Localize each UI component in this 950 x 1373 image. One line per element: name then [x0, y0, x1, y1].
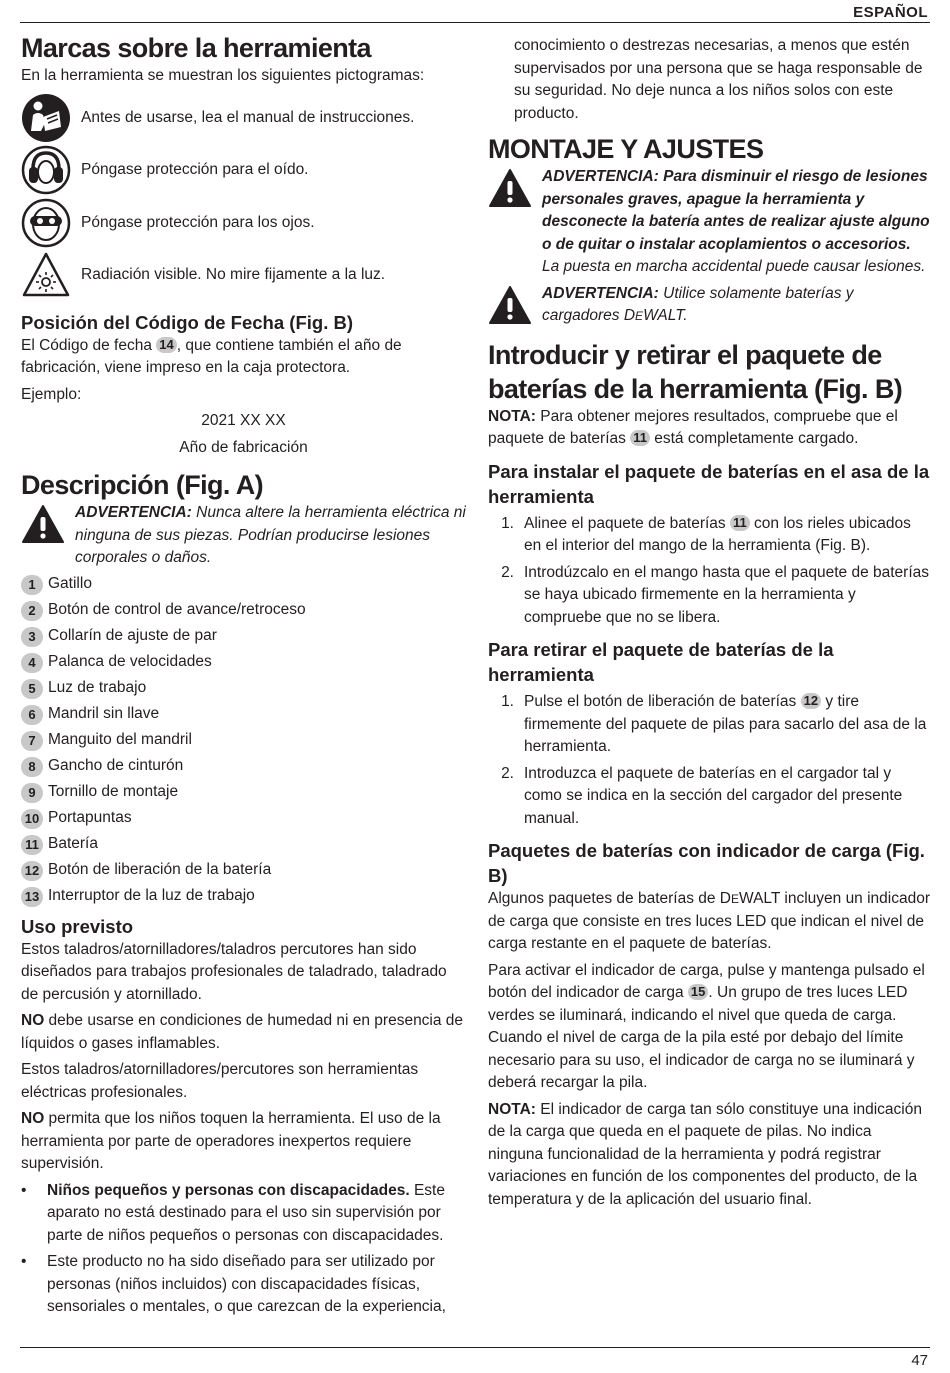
desc-warning: [21, 502, 466, 570]
part-number-badge: 5: [21, 679, 43, 699]
date-code-title: Posición del Código de Fecha (Fig. B): [21, 311, 353, 333]
parts-list-item: [21, 598, 466, 624]
ind-p2: [488, 960, 930, 1095]
part-number-badge: 9: [21, 783, 43, 803]
pictogram-text: Radiación visible. No mire fijamente a la luz.: [81, 266, 386, 283]
retirar-steps: [488, 691, 930, 830]
right-column: [488, 35, 930, 1211]
warning2-small-caps: E: [635, 309, 644, 323]
step-text-b: con los rieles ubicados en el interior del mango de la herramienta (Fig. B).: [524, 514, 911, 554]
nota1-text-a: Para obtener mejores resultados, compruebe que el paquete de baterías: [488, 407, 898, 447]
instalar-steps: [488, 513, 930, 630]
callout-badge: 12: [801, 693, 821, 709]
parts-list-item: [21, 728, 466, 754]
ind-p1-small-caps: E: [731, 892, 740, 906]
step-text: [514, 763, 930, 831]
uso-title: Uso previsto: [21, 915, 134, 937]
left-column: [21, 32, 466, 1319]
step-item: [488, 691, 930, 759]
retirar-title: Para retirar el paquete de baterías de la herramienta: [488, 639, 834, 685]
montaje-warning-1: [488, 166, 930, 279]
pictogram-row: [21, 249, 466, 302]
callout-badge: 15: [688, 984, 708, 1000]
uso-p4: [21, 1108, 466, 1176]
bullet-dot: •: [21, 1253, 27, 1270]
date-code-text: [21, 335, 466, 380]
part-label: Batería: [48, 835, 98, 853]
warning-icon: [488, 285, 532, 325]
warning2-text: [542, 283, 930, 328]
step-item: [488, 513, 930, 558]
part-number-badge: 3: [21, 627, 43, 647]
introducir-title: Introducir y retirar el paquete de baterías de la herramienta (Fig. B): [488, 339, 903, 404]
part-label: Botón de liberación de la batería: [48, 861, 272, 879]
part-number-badge: 1: [21, 575, 43, 595]
part-number-badge: 12: [21, 861, 43, 881]
pictogram-text: Antes de usarse, lea el manual de instrucciones.: [81, 108, 415, 126]
parts-list: [21, 572, 466, 910]
uso-p4-bold: NO: [21, 1110, 45, 1127]
step-text-a: Pulse el botón de liberación de baterías: [524, 693, 801, 710]
ear-protection-icon: [21, 145, 71, 195]
montaje-warning-2: [488, 283, 930, 328]
warning1-body: La puesta en marcha accidental puede causar lesiones.: [542, 258, 926, 275]
bullet1-bold: Niños pequeños y personas con discapacidades.: [47, 1181, 410, 1199]
desc-warning-text: [75, 502, 466, 570]
warning-label: ADVERTENCIA:: [542, 284, 659, 302]
pictogram-row: [21, 197, 466, 250]
marcas-intro: En la herramienta se muestran los siguientes pictogramas:: [21, 67, 425, 84]
uso-p2: [21, 1010, 466, 1055]
parts-list-item: [21, 702, 466, 728]
footer-rule: [20, 1347, 930, 1348]
parts-list-item: [21, 884, 466, 910]
uso-p4-text: permita que los niños toquen la herramienta. El uso de la herramienta por parte de operadores inexpertos requiere supervisión.: [21, 1110, 441, 1172]
instalar-title: Para instalar el paquete de baterías en el asa de la herramienta: [488, 460, 930, 507]
desc-title: Descripción (Fig. A): [21, 470, 264, 500]
date-code-text-a: El Código de fecha: [21, 336, 157, 354]
nota2-text: El indicador de carga tan sólo constituye una indicación de la carga que queda en el paquete de pilas. No indica ninguna funcionalidad de la herramienta y podrá registrar variaciones en función de los componentes del producto, de la temperatura y de la aplicación del usuario final.: [488, 1100, 922, 1208]
ind-p1: [488, 888, 930, 956]
nota-label: NOTA:: [488, 1100, 536, 1118]
parts-list-item: [21, 858, 466, 884]
part-number-badge: 13: [21, 887, 43, 907]
page-number: 47: [911, 1352, 928, 1369]
part-label: Manguito del mandril: [48, 731, 192, 749]
step-number: 2.: [501, 563, 514, 581]
warning-body: Nunca altere la herramienta eléctrica ni ninguna de sus piezas. Podrían producirse lesiones corporales o daños.: [75, 504, 466, 566]
warning2-body-b: WALT.: [643, 307, 688, 324]
part-label: Mandril sin llave: [48, 705, 160, 723]
language-label: ESPAÑOL: [853, 4, 928, 21]
date-code-text-b: , que contiene también el año de fabricación, viene impreso en la caja protectora.: [21, 336, 402, 376]
visible-radiation-icon: [21, 250, 71, 300]
step-text-a: Introduzca el paquete de baterías en el cargador tal y como se indica en la sección del cargador del presente manual.: [524, 764, 903, 827]
part-label: Collarín de ajuste de par: [48, 627, 217, 645]
step-item: [488, 562, 930, 630]
warning1-text: [542, 166, 930, 279]
parts-list-item: [21, 780, 466, 806]
example-label: Ejemplo:: [21, 385, 82, 403]
step-number: 2.: [501, 764, 514, 782]
part-number-badge: 11: [21, 835, 43, 855]
marcas-title: Marcas sobre la herramienta: [21, 33, 371, 63]
bullet-item: [21, 1180, 466, 1248]
callout-badge: 11: [730, 515, 750, 531]
part-label: Palanca de velocidades: [48, 653, 212, 671]
warning-icon: [21, 504, 65, 544]
callout-badge: 14: [156, 337, 176, 353]
step-text: [514, 513, 930, 558]
bullet-item: [21, 1251, 466, 1319]
header-rule: [20, 22, 930, 23]
warning-icon: [488, 168, 532, 208]
part-label: Gancho de cinturón: [48, 757, 184, 775]
part-number-badge: 8: [21, 757, 43, 777]
eye-protection-icon: [21, 198, 71, 248]
continuation-text: conocimiento o destrezas necesarias, a menos que estén supervisados por una persona que se haga responsable de su seguridad. No deje nunca a los niños solos con este producto.: [514, 37, 923, 122]
uso-p1: Estos taladros/atornilladores/taladros percutores han sido diseñados para trabajos profesionales de taladrado, taladrado de percusión y atornillado.: [21, 940, 447, 1003]
page-header: [0, 0, 950, 24]
bullet1-text: Este aparato no está destinado para el uso sin supervisión por parte de niños pequeños o personas con discapacidades.: [47, 1181, 445, 1244]
step-text: [514, 691, 930, 759]
part-label: Botón de control de avance/retroceso: [48, 601, 306, 619]
part-label: Interruptor de la luz de trabajo: [48, 887, 255, 905]
part-number-badge: 6: [21, 705, 43, 725]
nota2: [488, 1099, 930, 1212]
ind-p2-a: Para activar el indicador de carga, pulse y mantenga pulsado el botón del indicador de carga: [488, 961, 925, 1001]
bullet2-text: Este producto no ha sido diseñado para ser utilizado por personas (niños incluidos) con discapacidades físicas, sensoriales o mentales, o que carezcan de la experiencia,: [47, 1253, 446, 1315]
uso-p2-bold: NO: [21, 1012, 45, 1029]
parts-list-item: [21, 572, 466, 598]
uso-p3: Estos taladros/atornilladores/percutores son herramientas eléctricas profesionales.: [21, 1061, 419, 1101]
callout-badge: 11: [630, 430, 650, 446]
step-item: [488, 763, 930, 831]
part-number-badge: 2: [21, 601, 43, 621]
part-number-badge: 10: [21, 809, 43, 829]
part-label: Tornillo de montaje: [48, 783, 179, 801]
ind-p1-a: Algunos paquetes de baterías de D: [488, 890, 732, 907]
uso-p2-text: debe usarse en condiciones de humedad ni en presencia de líquidos o gases inflamables.: [21, 1012, 464, 1052]
step-number: 1.: [501, 693, 514, 710]
part-label: Gatillo: [48, 575, 92, 593]
parts-list-item: [21, 806, 466, 832]
ind-p1-b: WALT incluyen un indicador de carga que consiste en tres luces LED que indican el nivel de carga restante en el paquete de baterías.: [488, 890, 931, 952]
parts-list-item: [21, 832, 466, 858]
bullet-dot: •: [21, 1181, 27, 1199]
parts-list-item: [21, 624, 466, 650]
indicador-title: Paquetes de baterías con indicador de carga (Fig. B): [488, 840, 925, 886]
read-manual-icon: [21, 93, 71, 143]
part-label: Portapuntas: [48, 809, 132, 827]
nota1-text-b: está completamente cargado.: [649, 430, 859, 447]
nota-label: NOTA:: [488, 407, 536, 425]
part-number-badge: 7: [21, 731, 43, 751]
pictogram-row: [21, 92, 466, 145]
warning-label: ADVERTENCIA:: [542, 168, 659, 185]
step-text-a: Alinee el paquete de baterías: [524, 514, 730, 532]
pictogram-row: [21, 144, 466, 197]
ind-p2-b: . Un grupo de tres luces LED verdes se iluminará, indicando el nivel que queda de carga. Cuando el nivel de carga de la pila esté por debajo del límite necesario para su uso, el indicador de carga no se iluminará y deberá recargar la pila.: [488, 984, 915, 1091]
parts-list-item: [21, 650, 466, 676]
step-text: [514, 562, 930, 630]
parts-list-item: [21, 754, 466, 780]
example-caption: Año de fabricación: [179, 438, 308, 456]
step-number: 1.: [501, 514, 514, 532]
warning1-bold: Para disminuir el riesgo de lesiones personales graves, apague la herramienta y desconecte la batería antes de realizar ajuste alguno o de quitar o instalar acoplamientos o accesorios.: [542, 168, 930, 253]
montaje-title: MONTAJE Y AJUSTES: [488, 134, 764, 164]
step-text-b: y tire firmemente del paquete de pilas para sacarlo del asa de la herramienta.: [524, 693, 927, 755]
nota1: [488, 406, 930, 451]
pictogram-text: Póngase protección para los ojos.: [81, 213, 315, 231]
example-code: 2021 XX XX: [201, 412, 286, 429]
part-number-badge: 4: [21, 653, 43, 673]
pictogram-text: Póngase protección para el oído.: [81, 161, 309, 178]
warning2-body-a: Utilice solamente baterías y cargadores D: [542, 284, 854, 324]
parts-list-item: [21, 676, 466, 702]
part-label: Luz de trabajo: [48, 679, 147, 697]
warning-label: ADVERTENCIA:: [75, 504, 192, 521]
step-text-a: Introdúzcalo en el mango hasta que el paquete de baterías se haya ubicado firmemente en la herramienta y compruebe que no se libera.: [524, 563, 930, 626]
